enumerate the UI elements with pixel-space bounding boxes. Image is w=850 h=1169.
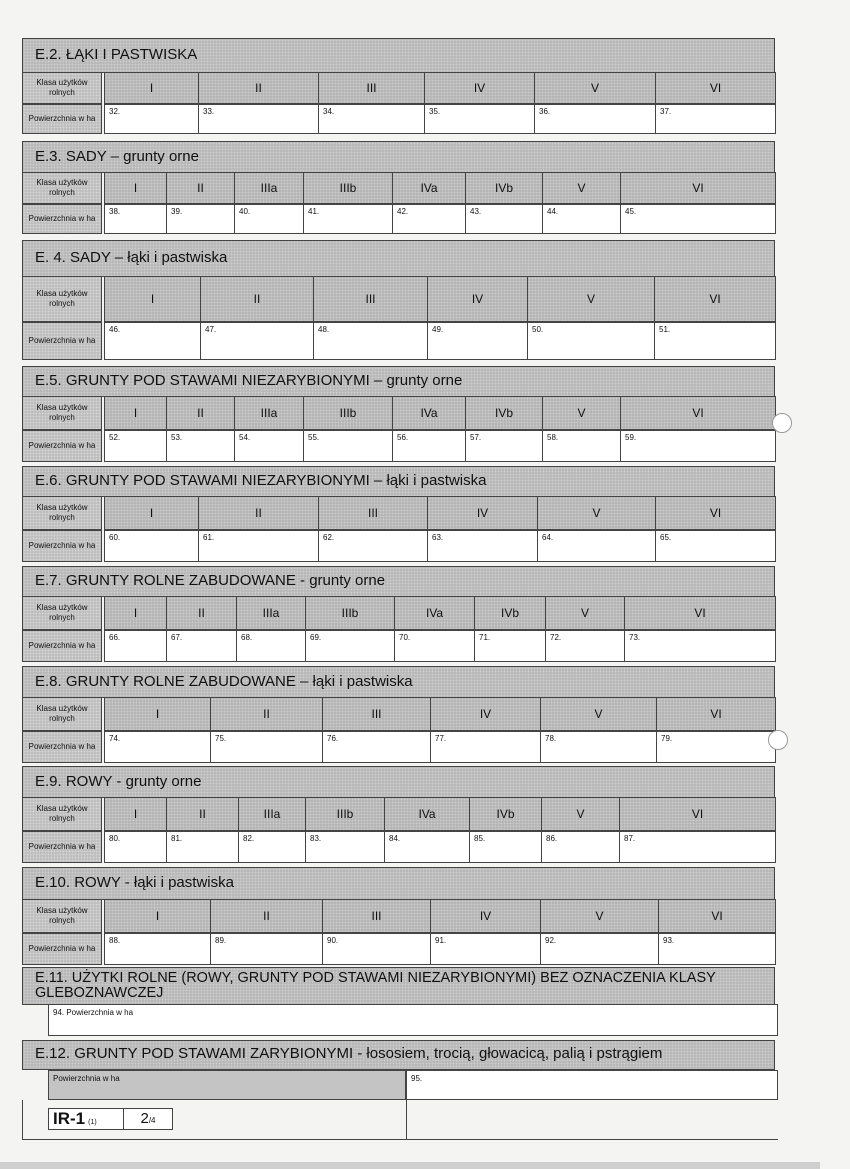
area-field[interactable]: 84. — [384, 831, 470, 863]
area-field[interactable]: 49. — [427, 322, 528, 360]
area-field[interactable]: 89. — [210, 933, 323, 965]
class-cell: VI — [655, 496, 776, 530]
class-row — [22, 596, 775, 630]
class-cell: IVa — [392, 172, 466, 204]
area-field[interactable]: 76. — [322, 731, 431, 763]
class-cell: I — [104, 276, 201, 322]
class-cell: III — [318, 72, 425, 104]
area-field[interactable]: 92. — [540, 933, 659, 965]
area-field[interactable]: 57. — [465, 430, 543, 462]
area-field[interactable]: 44. — [542, 204, 621, 234]
class-row-label: Klasa użytków rolnych — [22, 276, 102, 322]
area-field[interactable]: 82. — [238, 831, 306, 863]
class-cell: IIIa — [234, 396, 304, 430]
area-row — [22, 104, 775, 134]
area-field[interactable]: 41. — [303, 204, 393, 234]
class-cell: VI — [655, 72, 776, 104]
class-cell: II — [166, 797, 239, 831]
class-cell: IIIb — [303, 396, 393, 430]
section-title-e11: E.11. UŻYTKI ROLNE (ROWY, GRUNTY POD STAWAMI NIEZARYBIONYMI) BEZ OZNACZENIA KLASY GLEBOZNAWCZEJ — [22, 967, 775, 1005]
class-cell: IV — [430, 697, 541, 731]
class-cell: V — [541, 797, 620, 831]
class-cell: VI — [654, 276, 776, 322]
area-row — [22, 831, 775, 863]
area-row — [22, 430, 775, 462]
class-cell: I — [104, 899, 211, 933]
class-row — [22, 496, 775, 530]
area-row — [22, 630, 775, 662]
area-field[interactable]: 64. — [537, 530, 656, 562]
area-field[interactable]: 39. — [166, 204, 235, 234]
class-cell: I — [104, 172, 167, 204]
area-field[interactable]: 50. — [527, 322, 655, 360]
class-cell: V — [540, 899, 659, 933]
section-title: E.7. GRUNTY ROLNE ZABUDOWANE - grunty orne — [22, 566, 775, 597]
class-row-label: Klasa użytków rolnych — [22, 697, 102, 731]
area-row-label: Powierzchnia w ha — [22, 630, 102, 662]
section-title: E.2. ŁĄKI I PASTWISKA — [22, 38, 775, 73]
stocked-ponds-area-field[interactable]: 95. — [406, 1070, 778, 1100]
area-field[interactable]: 36. — [534, 104, 656, 134]
section-title: E.5. GRUNTY POD STAWAMI NIEZARYBIONYMI – grunty orne — [22, 366, 775, 397]
area-field[interactable]: 72. — [545, 630, 625, 662]
class-cell: V — [542, 172, 621, 204]
class-row — [22, 899, 775, 933]
area-field[interactable]: 58. — [542, 430, 621, 462]
class-row — [22, 797, 775, 831]
class-row — [22, 276, 775, 322]
area-field[interactable]: 74. — [104, 731, 211, 763]
class-row-label: Klasa użytków rolnych — [22, 596, 102, 630]
area-field[interactable]: 71. — [474, 630, 546, 662]
area-row-label: Powierzchnia w ha — [22, 204, 102, 234]
area-field[interactable]: 62. — [318, 530, 428, 562]
class-cell: V — [545, 596, 625, 630]
class-cell: I — [104, 596, 167, 630]
area-field[interactable]: 75. — [210, 731, 323, 763]
unclassified-area-field[interactable]: 94. Powierzchnia w ha — [48, 1004, 778, 1036]
area-field[interactable]: 83. — [305, 831, 385, 863]
class-row-label: Klasa użytków rolnych — [22, 72, 102, 104]
area-field[interactable]: 38. — [104, 204, 167, 234]
area-row-label: Powierzchnia w ha — [22, 530, 102, 562]
class-row-label: Klasa użytków rolnych — [22, 496, 102, 530]
area-field[interactable]: 85. — [469, 831, 542, 863]
class-cell: III — [322, 697, 431, 731]
area-field[interactable]: 54. — [234, 430, 304, 462]
area-field[interactable]: 55. — [303, 430, 393, 462]
class-row — [22, 697, 775, 731]
class-row-label: Klasa użytków rolnych — [22, 396, 102, 430]
class-cell: I — [104, 72, 199, 104]
class-cell: I — [104, 797, 167, 831]
area-row — [22, 530, 775, 562]
area-field[interactable]: 43. — [465, 204, 543, 234]
area-row-label: Powierzchnia w ha — [22, 322, 102, 360]
area-row-label: Powierzchnia w ha — [22, 104, 102, 134]
class-cell: IIIa — [238, 797, 306, 831]
punch-hole-icon — [772, 413, 792, 433]
class-row-label: Klasa użytków rolnych — [22, 172, 102, 204]
class-cell: IIIa — [234, 172, 304, 204]
class-cell: V — [527, 276, 655, 322]
class-cell: IV — [430, 899, 541, 933]
area-field[interactable]: 73. — [624, 630, 776, 662]
area-field[interactable]: 32. — [104, 104, 199, 134]
area-field[interactable]: 93. — [658, 933, 776, 965]
section-title: E.9. ROWY - grunty orne — [22, 766, 775, 798]
class-cell: IV — [427, 496, 538, 530]
class-cell: IIIb — [303, 172, 393, 204]
area-field[interactable]: 77. — [430, 731, 541, 763]
class-cell: III — [313, 276, 428, 322]
area-field[interactable]: 91. — [430, 933, 541, 965]
area-field[interactable]: 53. — [166, 430, 235, 462]
class-cell: II — [198, 72, 319, 104]
area-field[interactable]: 46. — [104, 322, 201, 360]
class-cell: II — [200, 276, 314, 322]
class-cell: IVb — [474, 596, 546, 630]
class-cell: VI — [620, 172, 776, 204]
section-title: E.8. GRUNTY ROLNE ZABUDOWANE – łąki i pastwiska — [22, 666, 775, 698]
footer-right-frame — [406, 1100, 778, 1140]
class-cell: I — [104, 496, 199, 530]
area-field[interactable]: 35. — [424, 104, 535, 134]
class-cell: II — [210, 697, 323, 731]
area-field[interactable]: 88. — [104, 933, 211, 965]
class-cell: IV — [427, 276, 528, 322]
class-cell: II — [198, 496, 319, 530]
page-number-box — [123, 1108, 173, 1130]
class-cell: VI — [658, 899, 776, 933]
class-cell: IIIa — [236, 596, 306, 630]
class-cell: VI — [624, 596, 776, 630]
area-row — [22, 933, 775, 965]
area-field[interactable]: 69. — [305, 630, 395, 662]
area-field[interactable]: 63. — [427, 530, 538, 562]
area-field[interactable]: 56. — [392, 430, 466, 462]
class-cell: VI — [620, 396, 776, 430]
class-cell: IV — [424, 72, 535, 104]
class-cell: VI — [656, 697, 776, 731]
area-field[interactable]: 33. — [198, 104, 319, 134]
punch-hole-icon — [768, 730, 788, 750]
class-cell: II — [166, 172, 235, 204]
class-cell: II — [166, 396, 235, 430]
area-field[interactable]: 51. — [654, 322, 776, 360]
area-row — [22, 731, 775, 763]
class-cell: IVb — [469, 797, 542, 831]
area-field[interactable]: 70. — [394, 630, 475, 662]
area-field[interactable]: 45. — [620, 204, 776, 234]
area-field[interactable]: 61. — [198, 530, 319, 562]
class-cell: VI — [619, 797, 776, 831]
class-cell: II — [166, 596, 237, 630]
stocked-ponds-area-label: Powierzchnia w ha — [48, 1070, 406, 1100]
area-field[interactable]: 90. — [322, 933, 431, 965]
class-cell: IVa — [392, 396, 466, 430]
form-code: IR-1 — [53, 1109, 86, 1128]
area-field[interactable]: 59. — [620, 430, 776, 462]
area-field[interactable]: 65. — [655, 530, 776, 562]
class-cell: I — [104, 697, 211, 731]
area-row-label: Powierzchnia w ha — [22, 933, 102, 965]
section-title: E.6. GRUNTY POD STAWAMI NIEZARYBIONYMI – łąki i pastwiska — [22, 466, 775, 497]
class-cell: IIIb — [305, 596, 395, 630]
area-field[interactable]: 87. — [619, 831, 776, 863]
class-cell: V — [542, 396, 621, 430]
section-title: E.3. SADY – grunty orne — [22, 141, 775, 173]
class-cell: IIIb — [305, 797, 385, 831]
class-cell: IVa — [394, 596, 475, 630]
area-field[interactable]: 52. — [104, 430, 167, 462]
area-field[interactable]: 48. — [313, 322, 428, 360]
class-cell: III — [318, 496, 428, 530]
section-title: E. 4. SADY – łąki i pastwiska — [22, 240, 775, 277]
area-field[interactable]: 66. — [104, 630, 167, 662]
area-field[interactable]: 60. — [104, 530, 199, 562]
class-cell: I — [104, 396, 167, 430]
class-cell: V — [534, 72, 656, 104]
page-number: 2 — [140, 1110, 149, 1127]
area-field[interactable]: 34. — [318, 104, 425, 134]
class-row — [22, 72, 775, 104]
class-row-label: Klasa użytków rolnych — [22, 797, 102, 831]
class-cell: V — [537, 496, 656, 530]
class-cell: V — [540, 697, 657, 731]
page-total: /4 — [148, 1116, 156, 1125]
class-cell: III — [322, 899, 431, 933]
class-cell: IVb — [465, 396, 543, 430]
area-row — [22, 204, 775, 234]
area-row — [22, 322, 775, 360]
class-row — [22, 396, 775, 430]
area-field[interactable]: 47. — [200, 322, 314, 360]
area-field[interactable]: 86. — [541, 831, 620, 863]
area-field[interactable]: 81. — [166, 831, 239, 863]
area-row-label: Powierzchnia w ha — [22, 430, 102, 462]
paper-edge — [0, 1162, 820, 1169]
area-row-label: Powierzchnia w ha — [22, 731, 102, 763]
area-field[interactable]: 37. — [655, 104, 776, 134]
area-field[interactable]: 40. — [234, 204, 304, 234]
area-field[interactable]: 80. — [104, 831, 167, 863]
area-field[interactable]: 67. — [166, 630, 237, 662]
form-version: (1) — [88, 1119, 97, 1126]
form-code-box — [48, 1108, 124, 1130]
class-row — [22, 172, 775, 204]
area-row-label: Powierzchnia w ha — [22, 831, 102, 863]
area-field[interactable]: 68. — [236, 630, 306, 662]
section-title: E.10. ROWY - łąki i pastwiska — [22, 867, 775, 900]
class-cell: IVa — [384, 797, 470, 831]
class-cell: IVb — [465, 172, 543, 204]
section-title-e12: E.12. GRUNTY POD STAWAMI ZARYBIONYMI - łososiem, trocią, głowacicą, palią i pstrągiem — [22, 1040, 775, 1070]
area-field[interactable]: 79. — [656, 731, 776, 763]
area-field[interactable]: 42. — [392, 204, 466, 234]
area-field[interactable]: 78. — [540, 731, 657, 763]
class-row-label: Klasa użytków rolnych — [22, 899, 102, 933]
class-cell: II — [210, 899, 323, 933]
